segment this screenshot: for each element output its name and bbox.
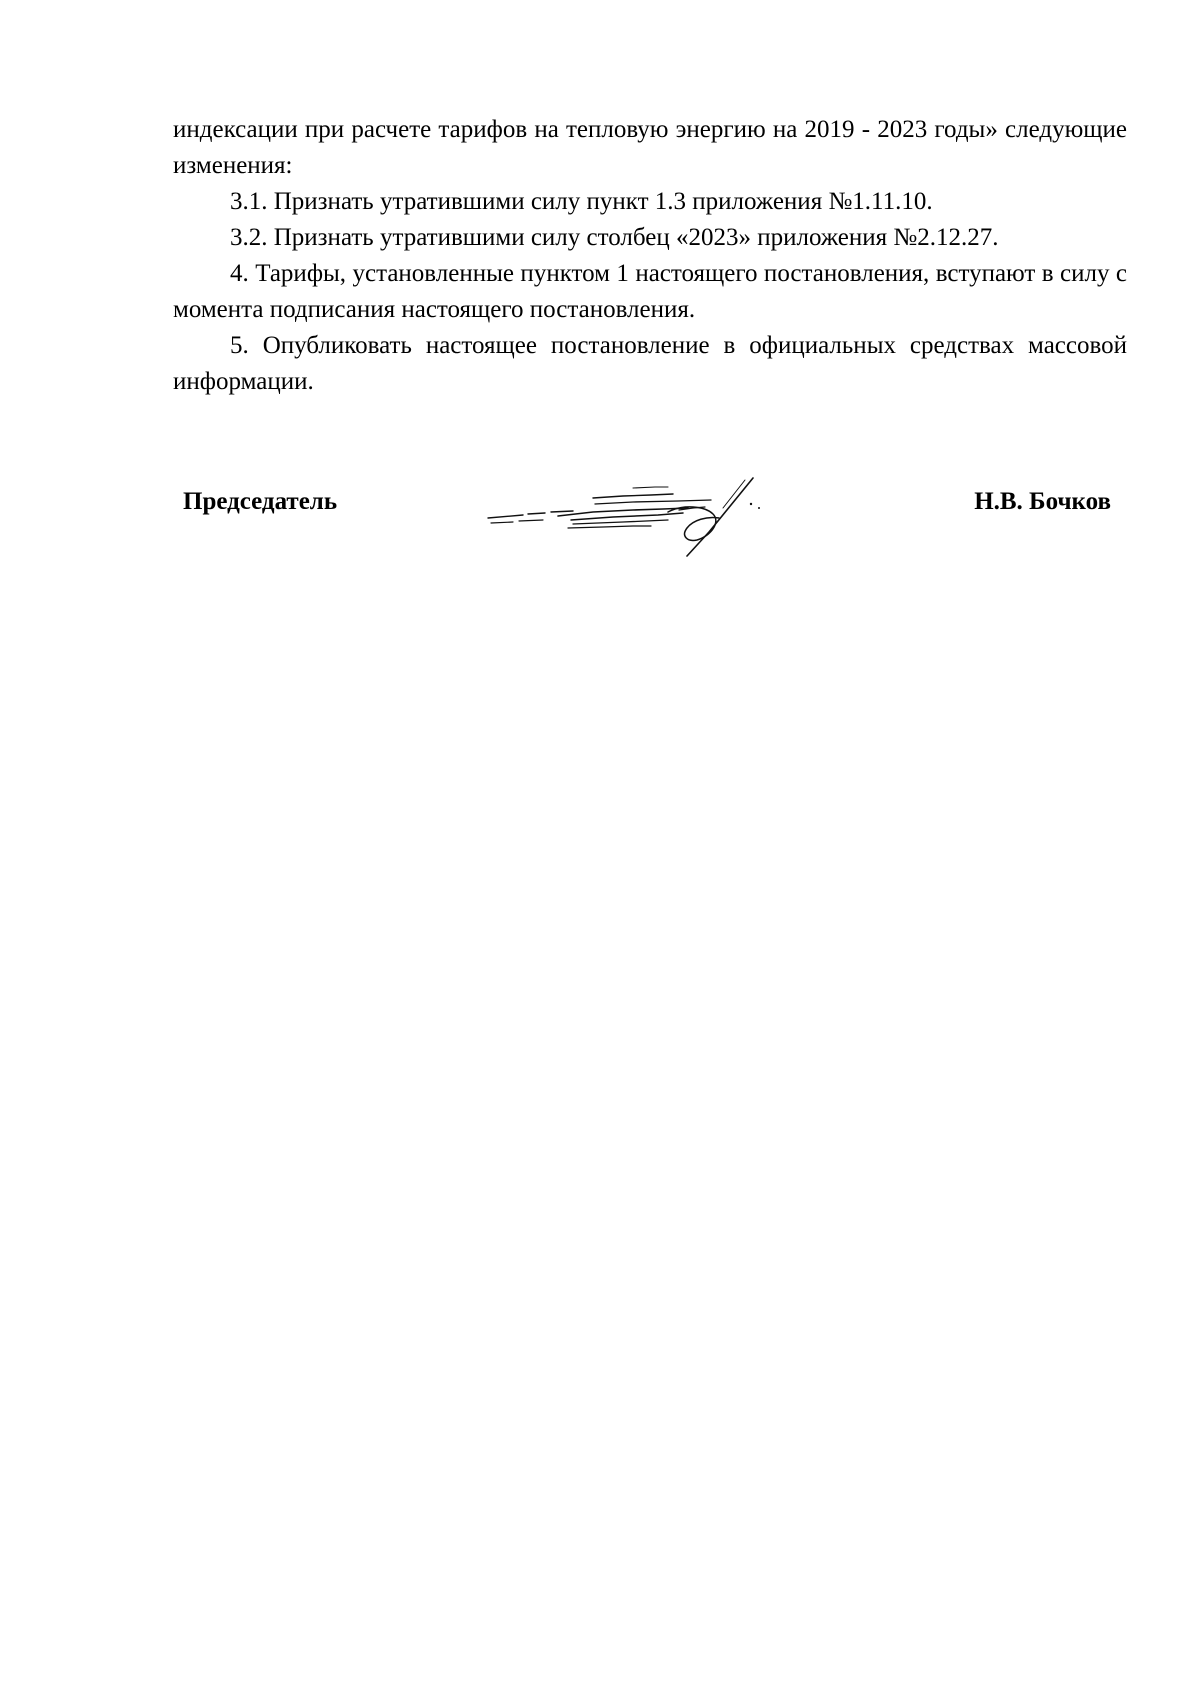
handwritten-signature [483,460,783,560]
paragraph-3-1: 3.1. Признать утратившими силу пункт 1.3 приложения №1.11.10. [230,188,933,215]
signatory-name: Н.В. Бочков [974,488,1111,515]
paragraph-3-2: 3.2. Признать утратившими силу столбец «2023» приложения №2.12.27. [230,224,999,251]
signature-block [183,478,1111,568]
paragraph-5: 5. Опубликовать настоящее постановление в официальных средствах массовой информации. [173,332,1127,395]
document-body [173,112,1127,400]
paragraph-4: 4. Тарифы, установленные пунктом 1 настоящего постановления, вступают в силу с момента подписания настоящего постановления. [173,260,1127,323]
signatory-title: Председатель [183,488,338,515]
paragraph-continuation: индексации при расчете тарифов на тепловую энергию на 2019 - 2023 годы» следующие изменения: [173,116,1127,179]
